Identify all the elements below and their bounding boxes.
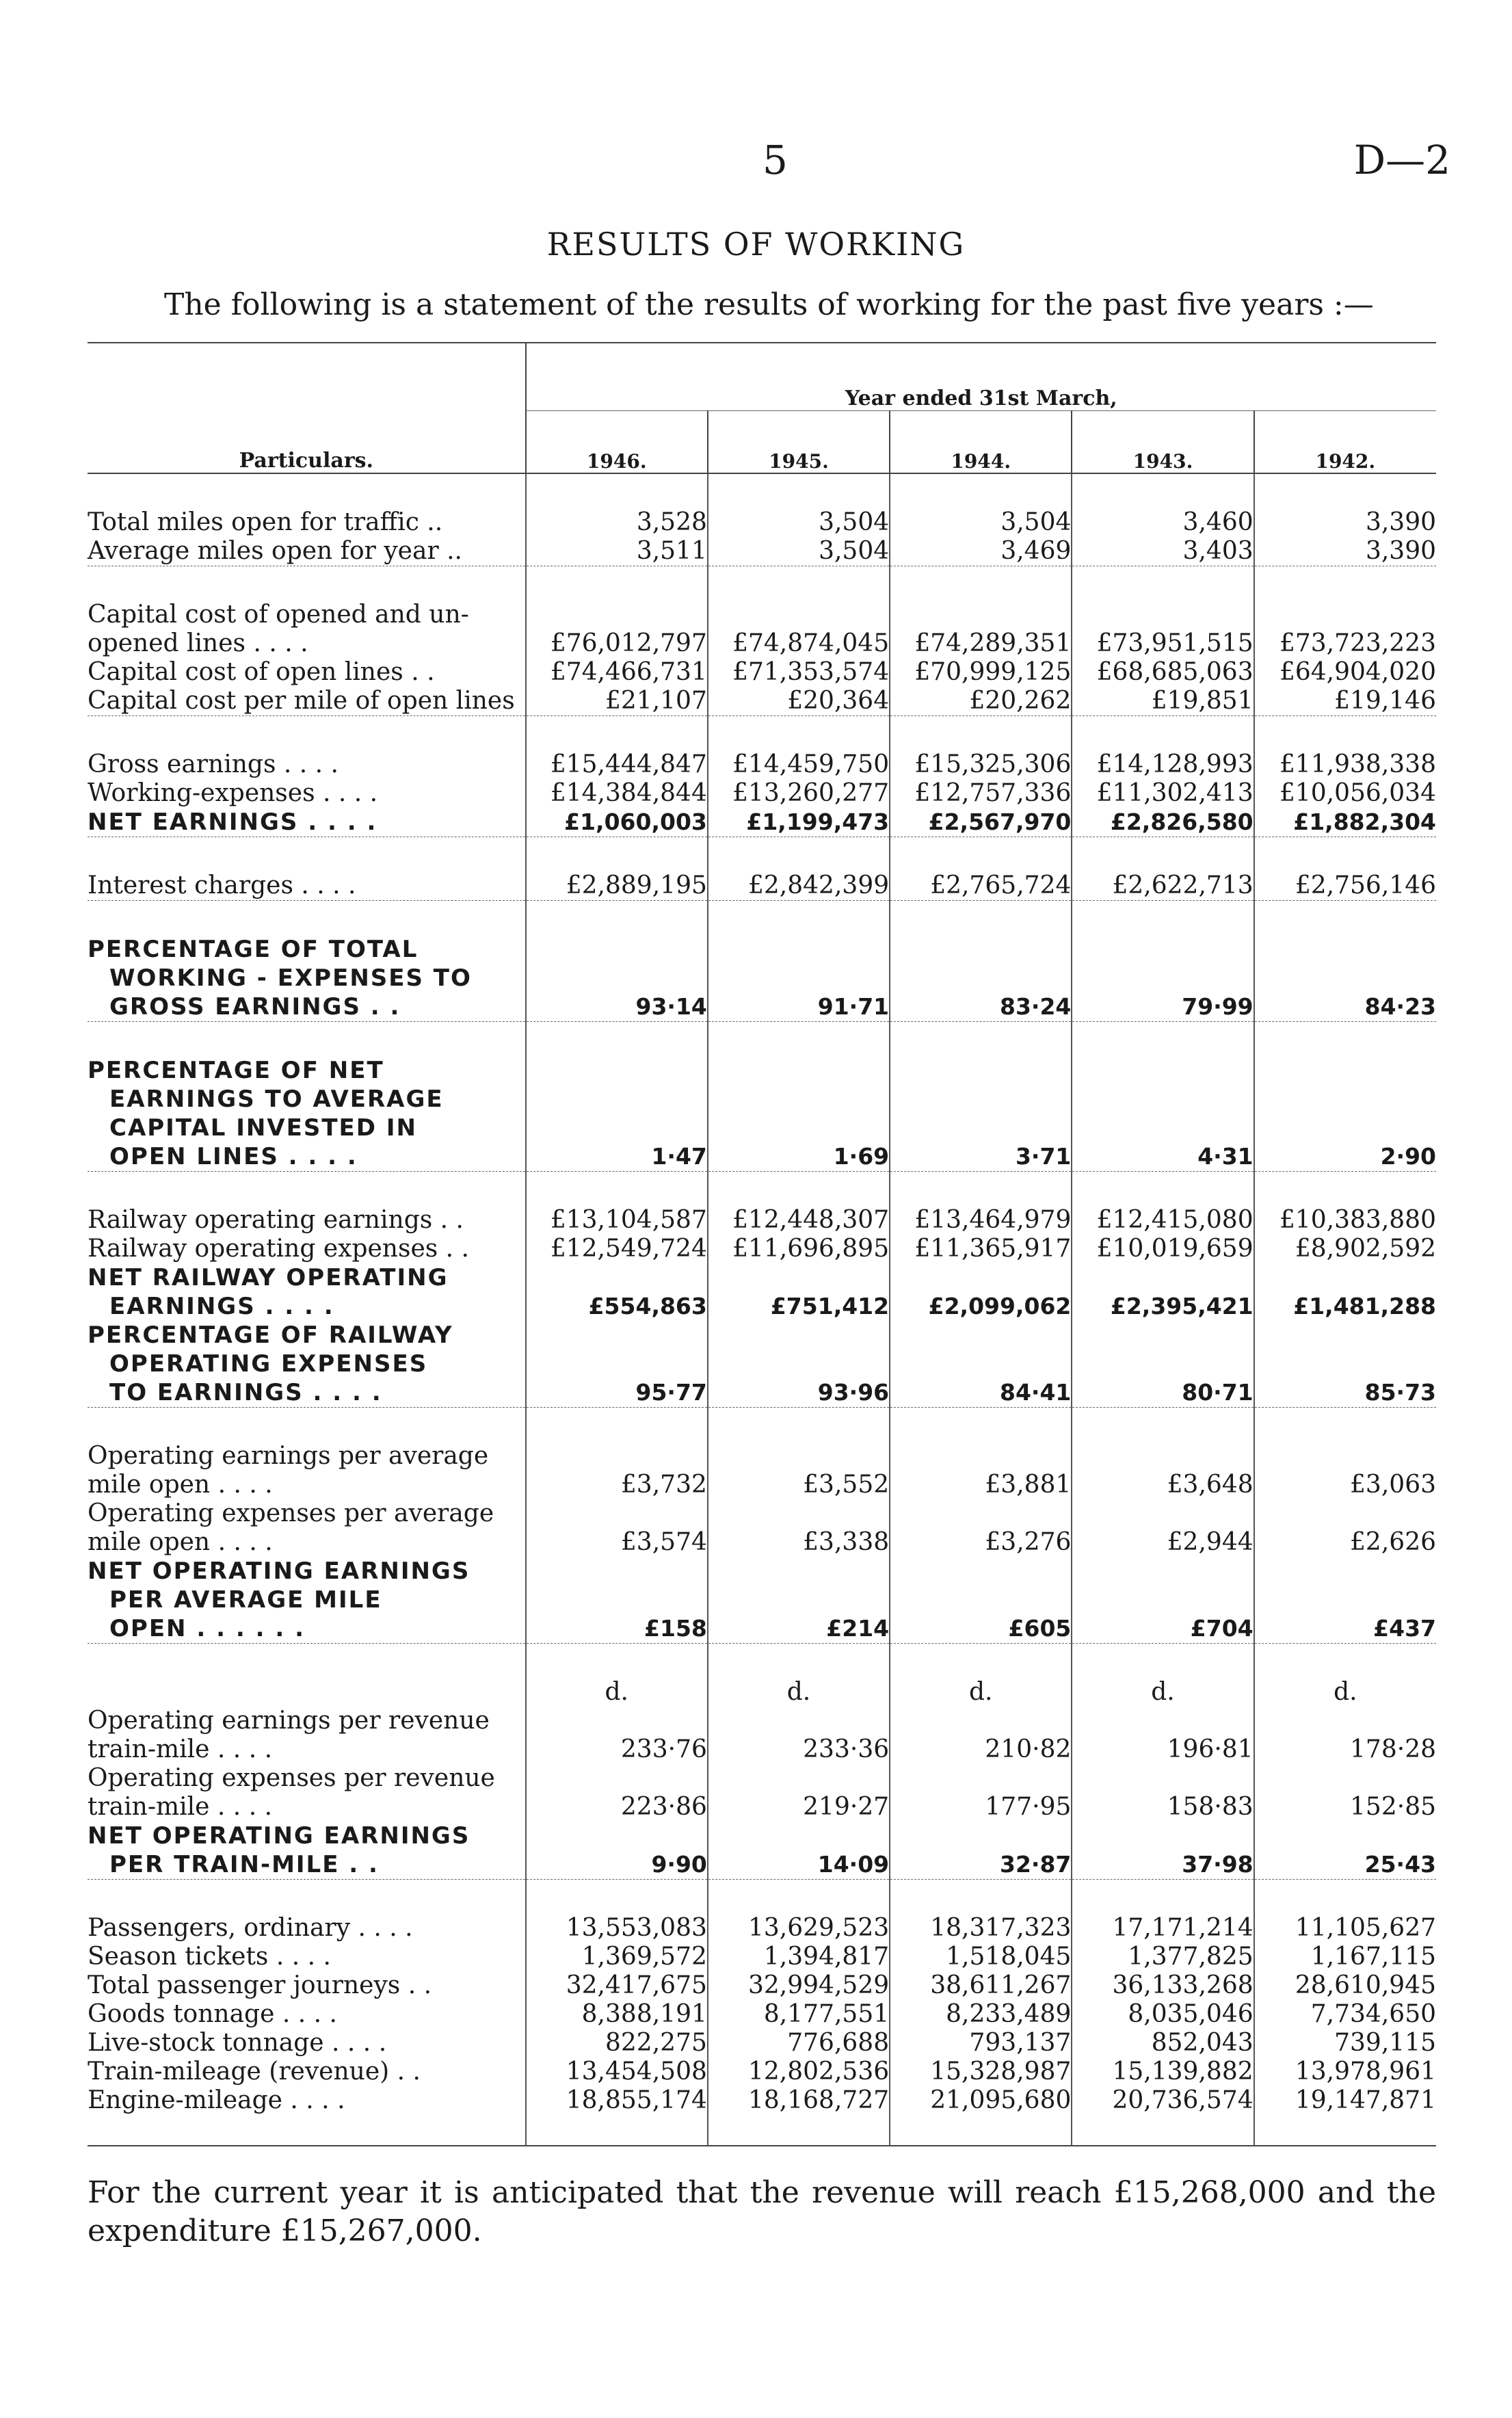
row-label: [88, 808, 526, 837]
row-label-line: Capital cost of opened and un-: [88, 601, 469, 629]
table-cell: 3,504: [890, 508, 1072, 537]
table-cell: £74,874,045: [708, 601, 890, 658]
table-cell: 3,504: [708, 508, 890, 537]
table-cell: £12,757,336: [890, 779, 1072, 808]
table-row: [88, 2000, 1436, 2029]
group-separator: [88, 837, 1436, 872]
table-row: [88, 1442, 1436, 1499]
row-label-line: Railway operating expenses . .: [88, 1235, 469, 1263]
row-label-line: Gross earnings . . . .: [88, 750, 339, 778]
table-cell: 3,390: [1254, 508, 1436, 537]
table-row: [88, 750, 1436, 779]
table-cell: 25·43: [1254, 1822, 1436, 1880]
table-cell: 36,133,268: [1072, 1971, 1254, 2000]
table-cell: 852,043: [1072, 2029, 1254, 2058]
table-cell: 32,994,529: [708, 1971, 890, 2000]
table-row: [88, 1321, 1436, 1408]
table-cell: 20,736,574: [1072, 2086, 1254, 2115]
table-cell: 15,328,987: [890, 2058, 1072, 2086]
table-cell: 8,035,046: [1072, 2000, 1254, 2029]
table-cell: 1,167,115: [1254, 1943, 1436, 1971]
group-separator: [88, 1022, 1436, 1057]
table-cell: £2,944: [1072, 1499, 1254, 1557]
table-cell: £11,696,895: [708, 1235, 890, 1263]
row-label-line: PER AVERAGE MILE: [109, 1586, 382, 1614]
document-reference: D—2: [1353, 137, 1450, 183]
table-cell: £14,459,750: [708, 750, 890, 779]
row-label-line: Total miles open for traffic ..: [88, 508, 443, 536]
table-cell: 84·23: [1254, 935, 1436, 1022]
table-cell: 822,275: [526, 2029, 708, 2058]
table-cell: £70,999,125: [890, 658, 1072, 687]
table-cell: 13,978,961: [1254, 2058, 1436, 2086]
row-label-line: PER TRAIN-MILE . .: [109, 1851, 379, 1878]
table-cell: £3,276: [890, 1499, 1072, 1557]
row-label-line: PERCENTAGE OF RAILWAY: [88, 1322, 453, 1349]
table-row: [88, 1971, 1436, 2000]
table-cell: £20,364: [708, 687, 890, 716]
table-cell: £158: [526, 1557, 708, 1644]
table-cell: £13,104,587: [526, 1206, 708, 1235]
row-label-line: Total passenger journeys . .: [88, 1971, 432, 1999]
table-cell: 152·85: [1254, 1764, 1436, 1822]
row-label: [88, 2000, 526, 2029]
table-cell: £11,938,338: [1254, 750, 1436, 779]
table-row: [88, 1499, 1436, 1557]
table-cell: 2·90: [1254, 1056, 1436, 1172]
year-column-header: 1946.: [526, 411, 708, 474]
row-label: [88, 2086, 526, 2115]
table-cell: 196·81: [1072, 1707, 1254, 1764]
table-cell: £12,549,724: [526, 1235, 708, 1263]
row-label: [88, 1263, 526, 1321]
row-label-line: mile open . . . .: [88, 1471, 273, 1499]
table-cell: 21,095,680: [890, 2086, 1072, 2115]
table-cell: £2,765,724: [890, 871, 1072, 901]
table-cell: 8,233,489: [890, 2000, 1072, 2029]
row-label: [88, 1914, 526, 1943]
page-title: RESULTS OF WORKING: [546, 226, 966, 263]
table-row: [88, 1707, 1436, 1764]
row-label: [88, 1499, 526, 1557]
table-cell: 93·96: [708, 1321, 890, 1408]
row-label-line: train-mile . . . .: [88, 1735, 273, 1763]
table-row: [88, 537, 1436, 566]
table-row: [88, 508, 1436, 537]
table-cell: £10,019,659: [1072, 1235, 1254, 1263]
table-row: [88, 1263, 1436, 1321]
table-cell: £1,060,003: [526, 808, 708, 837]
row-label: [88, 1557, 526, 1644]
table-cell: 7,734,650: [1254, 2000, 1436, 2029]
row-label: [88, 1206, 526, 1235]
row-label: [88, 1321, 526, 1408]
table-cell: £73,723,223: [1254, 601, 1436, 658]
table-cell: 1,518,045: [890, 1943, 1072, 1971]
table-row: [88, 2058, 1436, 2086]
table-cell: 17,171,214: [1072, 1914, 1254, 1943]
table-row: [88, 1206, 1436, 1235]
table-cell: £2,567,970: [890, 808, 1072, 837]
row-label-line: Operating expenses per revenue: [88, 1764, 495, 1792]
row-label: [88, 2058, 526, 2086]
unit-label: d.: [1254, 1678, 1436, 1707]
row-label-line: NET RAILWAY OPERATING: [88, 1264, 449, 1291]
table-cell: 79·99: [1072, 935, 1254, 1022]
table-cell: 12,802,536: [708, 2058, 890, 2086]
table-cell: 11,105,627: [1254, 1914, 1436, 1943]
row-label: [88, 601, 526, 658]
row-label-line: OPEN LINES . . . .: [109, 1143, 358, 1170]
table-cell: 13,629,523: [708, 1914, 890, 1943]
table-cell: 223·86: [526, 1764, 708, 1822]
table-cell: £1,481,288: [1254, 1263, 1436, 1321]
table-cell: £2,826,580: [1072, 808, 1254, 837]
table-cell: 91·71: [708, 935, 890, 1022]
row-label-line: Operating expenses per average: [88, 1499, 494, 1527]
group-separator: [88, 1880, 1436, 1915]
row-label-line: Passengers, ordinary . . . .: [88, 1914, 413, 1942]
table-cell: 3,390: [1254, 537, 1436, 566]
row-label: [88, 658, 526, 687]
row-label-line: Season tickets . . . .: [88, 1943, 331, 1971]
table-cell: 19,147,871: [1254, 2086, 1436, 2115]
table-cell: £3,881: [890, 1442, 1072, 1499]
table-cell: £8,902,592: [1254, 1235, 1436, 1263]
table-cell: £437: [1254, 1557, 1436, 1644]
table-cell: 4·31: [1072, 1056, 1254, 1172]
table-cell: £554,863: [526, 1263, 708, 1321]
row-label-line: Operating earnings per revenue: [88, 1707, 490, 1735]
table-cell: 233·76: [526, 1707, 708, 1764]
table-row: [88, 1822, 1436, 1880]
table-row: [88, 808, 1436, 837]
year-column-header: 1943.: [1072, 411, 1254, 474]
table-cell: £1,199,473: [708, 808, 890, 837]
table-cell: 3,511: [526, 537, 708, 566]
table-cell: £3,063: [1254, 1442, 1436, 1499]
table-cell: 3,460: [1072, 508, 1254, 537]
table-cell: £3,648: [1072, 1442, 1254, 1499]
table-cell: £751,412: [708, 1263, 890, 1321]
row-label: [88, 2029, 526, 2058]
table-cell: 177·95: [890, 1764, 1072, 1822]
row-label-line: NET OPERATING EARNINGS: [88, 1822, 470, 1850]
row-label-line: Live-stock tonnage . . . .: [88, 2029, 387, 2057]
row-label-line: OPEN . . . . . .: [109, 1615, 306, 1642]
row-label: [88, 1442, 526, 1499]
row-label: [88, 1971, 526, 2000]
table-cell: £14,384,844: [526, 779, 708, 808]
row-label-line: Railway operating earnings . .: [88, 1206, 464, 1234]
table-cell: £76,012,797: [526, 601, 708, 658]
table-row: [88, 658, 1436, 687]
table-cell: £2,756,146: [1254, 871, 1436, 901]
footer-note: For the current year it is anticipated that the revenue will reach £15,268,000 and the expenditure £15,267,000.: [88, 2175, 1436, 2248]
table-cell: 85·73: [1254, 1321, 1436, 1408]
row-label: [88, 1056, 526, 1172]
year-column-header: 1942.: [1254, 411, 1436, 474]
table-cell: £19,146: [1254, 687, 1436, 716]
table-cell: 219·27: [708, 1764, 890, 1822]
table-cell: 80·71: [1072, 1321, 1254, 1408]
table-row: [88, 1914, 1436, 1943]
table-row: [88, 1557, 1436, 1644]
table-cell: 8,177,551: [708, 2000, 890, 2029]
table-cell: 233·36: [708, 1707, 890, 1764]
table-cell: £12,415,080: [1072, 1206, 1254, 1235]
table-cell: £2,842,399: [708, 871, 890, 901]
row-label: [88, 779, 526, 808]
table-cell: 32·87: [890, 1822, 1072, 1880]
table-cell: £2,622,713: [1072, 871, 1254, 901]
table-row: [88, 1943, 1436, 1971]
group-separator: [88, 473, 1436, 508]
group-separator: [88, 1172, 1436, 1207]
row-label: [88, 1707, 526, 1764]
table-cell: £214: [708, 1557, 890, 1644]
row-label-line: PERCENTAGE OF NET: [88, 1057, 384, 1084]
row-label-line: Operating earnings per average: [88, 1442, 489, 1470]
table-cell: 18,168,727: [708, 2086, 890, 2115]
unit-label: d.: [526, 1678, 708, 1707]
unit-row: [88, 1678, 1436, 1707]
row-label: [88, 1822, 526, 1880]
table-cell: 1·47: [526, 1056, 708, 1172]
row-label-line: Interest charges . . . .: [88, 871, 356, 899]
table-cell: 83·24: [890, 935, 1072, 1022]
table-cell: £2,626: [1254, 1499, 1436, 1557]
row-label: [88, 750, 526, 779]
table-cell: 1,394,817: [708, 1943, 890, 1971]
row-label: [88, 508, 526, 537]
table-cell: 18,855,174: [526, 2086, 708, 2115]
table-cell: 8,388,191: [526, 2000, 708, 2029]
row-label-line: Average miles open for year ..: [88, 537, 462, 565]
row-label-line: NET EARNINGS . . . .: [88, 809, 377, 836]
table-cell: 158·83: [1072, 1764, 1254, 1822]
row-label-line: CAPITAL INVESTED IN: [109, 1114, 417, 1142]
row-label-line: NET OPERATING EARNINGS: [88, 1558, 470, 1585]
row-label: [88, 1235, 526, 1263]
table-cell: 9·90: [526, 1822, 708, 1880]
table-cell: £3,338: [708, 1499, 890, 1557]
table-cell: 3·71: [890, 1056, 1072, 1172]
row-label-line: Working-expenses . . . .: [88, 779, 378, 807]
table-row: [88, 2086, 1436, 2115]
table-cell: £2,395,421: [1072, 1263, 1254, 1321]
table-cell: £71,353,574: [708, 658, 890, 687]
table-cell: £1,882,304: [1254, 808, 1436, 837]
year-ended-header: Year ended 31st March,: [526, 343, 1436, 411]
table-cell: £10,056,034: [1254, 779, 1436, 808]
group-separator: [88, 716, 1436, 751]
row-label-line: OPERATING EXPENSES: [109, 1350, 428, 1378]
table-cell: £14,128,993: [1072, 750, 1254, 779]
table-cell: £12,448,307: [708, 1206, 890, 1235]
table-cell: £704: [1072, 1557, 1254, 1644]
table-cell: 3,469: [890, 537, 1072, 566]
row-label-line: TO EARNINGS . . . .: [109, 1379, 382, 1406]
table-cell: £2,889,195: [526, 871, 708, 901]
table-row: [88, 687, 1436, 716]
row-label: [88, 935, 526, 1022]
unit-label: d.: [890, 1678, 1072, 1707]
row-label-line: train-mile . . . .: [88, 1793, 273, 1821]
row-label-line: Capital cost of open lines . .: [88, 658, 435, 686]
year-column-header: 1945.: [708, 411, 890, 474]
table-row: [88, 601, 1436, 658]
group-separator: [88, 1408, 1436, 1443]
table-cell: £74,466,731: [526, 658, 708, 687]
row-label-line: opened lines . . . .: [88, 629, 308, 657]
table-row: [88, 1235, 1436, 1263]
page-number: 5: [762, 137, 788, 183]
row-label: [88, 537, 526, 566]
unit-label: d.: [708, 1678, 890, 1707]
table-cell: 18,317,323: [890, 1914, 1072, 1943]
table-cell: 3,403: [1072, 537, 1254, 566]
table-cell: 210·82: [890, 1707, 1072, 1764]
table-cell: 37·98: [1072, 1822, 1254, 1880]
table-cell: 793,137: [890, 2029, 1072, 2058]
table-cell: £13,260,277: [708, 779, 890, 808]
table-cell: £21,107: [526, 687, 708, 716]
table-cell: 739,115: [1254, 2029, 1436, 2058]
table-cell: £13,464,979: [890, 1206, 1072, 1235]
row-label: [88, 871, 526, 901]
table-cell: £20,262: [890, 687, 1072, 716]
row-label-line: mile open . . . .: [88, 1528, 273, 1556]
table-cell: £3,552: [708, 1442, 890, 1499]
row-label-line: PERCENTAGE OF TOTAL: [88, 936, 419, 963]
row-label-line: WORKING - EXPENSES TO: [109, 964, 472, 992]
table-row: [88, 1764, 1436, 1822]
table-row: [88, 935, 1436, 1022]
table-row: [88, 1056, 1436, 1172]
table-cell: £15,325,306: [890, 750, 1072, 779]
row-label-line: Train-mileage (revenue) . .: [88, 2058, 421, 2086]
table-cell: £3,732: [526, 1442, 708, 1499]
table-cell: 32,417,675: [526, 1971, 708, 2000]
table-cell: 13,454,508: [526, 2058, 708, 2086]
row-label-line: EARNINGS . . . .: [109, 1293, 334, 1320]
table-cell: 95·77: [526, 1321, 708, 1408]
particulars-header: Particulars.: [88, 343, 526, 473]
table-cell: 28,610,945: [1254, 1971, 1436, 2000]
year-column-header: 1944.: [890, 411, 1072, 474]
unit-label: d.: [1072, 1678, 1254, 1707]
table-cell: £3,574: [526, 1499, 708, 1557]
row-label-line: Capital cost per mile of open lines: [88, 687, 515, 715]
table-cell: 3,528: [526, 508, 708, 537]
group-separator: [88, 1644, 1436, 1679]
row-label-line: Goods tonnage . . . .: [88, 2000, 337, 2028]
table-cell: 38,611,267: [890, 1971, 1072, 2000]
table-cell: £15,444,847: [526, 750, 708, 779]
row-label-line: Engine-mileage . . . .: [88, 2086, 345, 2114]
row-label: [88, 1764, 526, 1822]
table-cell: £19,851: [1072, 687, 1254, 716]
group-separator: [88, 901, 1436, 936]
table-cell: £74,289,351: [890, 601, 1072, 658]
row-label: [88, 1943, 526, 1971]
results-table: [88, 342, 1436, 2146]
table-cell: £68,685,063: [1072, 658, 1254, 687]
table-cell: £2,099,062: [890, 1263, 1072, 1321]
row-label-line: EARNINGS TO AVERAGE: [109, 1086, 444, 1113]
row-label-line: GROSS EARNINGS . .: [109, 993, 401, 1021]
table-cell: 3,504: [708, 537, 890, 566]
table-cell: 93·14: [526, 935, 708, 1022]
table-cell: £11,365,917: [890, 1235, 1072, 1263]
table-cell: £64,904,020: [1254, 658, 1436, 687]
table-row: [88, 779, 1436, 808]
table-cell: 776,688: [708, 2029, 890, 2058]
table-cell: 178·28: [1254, 1707, 1436, 1764]
table-cell: £11,302,413: [1072, 779, 1254, 808]
table-end-rule: [88, 2115, 1436, 2146]
table-cell: 14·09: [708, 1822, 890, 1880]
table-cell: £10,383,880: [1254, 1206, 1436, 1235]
table-row: [88, 2029, 1436, 2058]
intro-text: The following is a statement of the results of working for the past five years :—: [164, 287, 1374, 322]
row-label: [88, 687, 526, 716]
table-cell: 1,369,572: [526, 1943, 708, 1971]
table-cell: 1,377,825: [1072, 1943, 1254, 1971]
table-cell: 15,139,882: [1072, 2058, 1254, 2086]
group-separator: [88, 566, 1436, 601]
table-row: [88, 871, 1436, 901]
table-cell: £73,951,515: [1072, 601, 1254, 658]
table-cell: 1·69: [708, 1056, 890, 1172]
table-cell: 84·41: [890, 1321, 1072, 1408]
table-cell: 13,553,083: [526, 1914, 708, 1943]
table-cell: £605: [890, 1557, 1072, 1644]
